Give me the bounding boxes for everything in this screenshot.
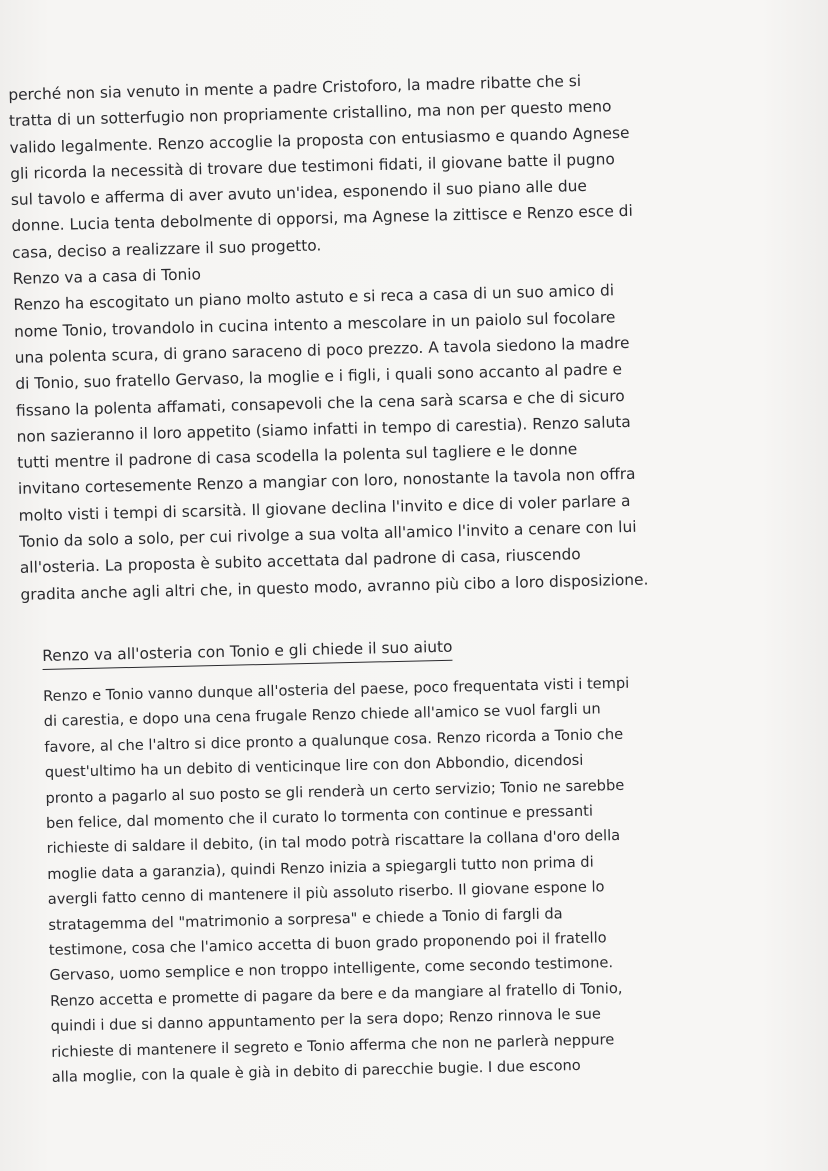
text-line: Renzo e Tonio vanno dunque all'osteria del paese, poco frequentata visti i tempi: [42, 674, 630, 705]
text-line: di Tonio, suo fratello Gervaso, la moglie e i figli, i quali sono accanto al padre e: [15, 360, 623, 394]
text-line: moglie data a garanzia), quindi Renzo inizia a spiegargli tutto non prima di: [47, 853, 594, 883]
text-line: stratagemma del "matrimonio a sorpresa" e chiede a Tonio di fargli da: [48, 904, 563, 934]
text-line: molto visti i tempi di scarsità. Il giovane declina l'invito e dice di voler parlare a: [18, 491, 631, 525]
text-line: Gervaso, uomo semplice e non troppo intelligente, come secondo testimone.: [49, 954, 614, 985]
text-line: Renzo accetta e promette di pagare da bere e da mangiare al fratello di Tonio,: [49, 979, 623, 1010]
text-block-lower: [42, 628, 768, 1091]
text-line: quindi i due si danno appuntamento per la sera dopo; Renzo rinnova le sue: [50, 1005, 602, 1036]
text-line: alla moglie, con la quale è già in debito di parecchie bugie. I due escono: [51, 1056, 581, 1086]
text-line: pronto a pagarlo al suo posto se gli renderà un certo servizio; Tonio ne sarebbe: [45, 776, 625, 807]
text-line: di carestia, e dopo una cena frugale Renzo chiede all'amico se vuol fargli un: [43, 700, 601, 731]
text-line: Tonio da solo a solo, per cui rivolge a sua volta all'amico l'invito a cenare con lui: [19, 517, 637, 551]
text-line: nome Tonio, trovandolo in cucina intento a mescolare in un paiolo sul focolare: [13, 307, 616, 341]
text-line: fissano la polenta affamati, consapevoli che la cena sarà scarsa e che di sicuro: [15, 386, 625, 420]
text-line: valido legalmente. Renzo accoglie la proposta con entusiasmo e quando Agnese: [9, 123, 630, 157]
text-line: casa, deciso a realizzare il suo progetto.: [11, 236, 322, 262]
section-heading-underlined: Renzo va all'osteria con Tonio e gli chiede il suo aiuto: [42, 635, 453, 670]
text-line: non sazieranno il loro appetito (siamo infatti in tempo di carestia). Renzo saluta: [16, 412, 631, 446]
text-line: Renzo ha escogitato un piano molto astuto e si reca a casa di un suo amico di: [13, 281, 615, 315]
text-line: tratta di un sotterfugio non propriamente cristallino, ma non per questo meno: [8, 97, 612, 131]
text-line: perché non sia venuto in mente a padre Cristoforo, la madre ribatte che si: [8, 72, 582, 104]
text-line: gli ricorda la necessità di trovare due testimoni fidati, il giovane batte il pugno: [10, 150, 615, 183]
text-line: quest'ultimo ha un debito di venticinque lire con don Abbondio, dicendosi: [44, 751, 584, 782]
text-line: donne. Lucia tenta debolmente di opporsi, ma Agnese la zittisce e Renzo esce di: [11, 202, 633, 236]
text-block-upper: [8, 64, 763, 608]
text-line: tutti mentre il padrone di casa scodella la polenta sul tagliere e le donne: [17, 440, 578, 473]
text-line: sul tavolo e afferma di aver avuto un'idea, esponendo il suo piano alle due: [10, 177, 588, 210]
section-heading: Renzo va a casa di Tonio: [12, 265, 202, 289]
text-line: richieste di mantenere il segreto e Tonio afferma che non ne parlerà neppure: [51, 1030, 615, 1061]
text-line: ben felice, dal momento che il curato lo tormenta con continue e pressanti: [45, 802, 594, 832]
text-line: una polenta scura, di grano saraceno di poco prezzo. A tavola siedono la madre: [14, 333, 630, 367]
text-line: richieste di saldare il debito, (in tal modo potrà riscattare la collana d'oro della: [46, 827, 621, 858]
text-line: all'osteria. La proposta è subito accettata dal padrone di casa, riuscendo: [19, 545, 581, 578]
text-line: favore, al che l'altro si dice pronto a qualunque cosa. Renzo ricorda a Tonio che: [44, 725, 624, 756]
text-line: gradita anche agli altri che, in questo modo, avranno più cibo a loro disposizione.: [20, 570, 649, 604]
text-line: avergli fatto cenno di mantenere il più assoluto riserbo. Il giovane espone lo: [47, 878, 605, 909]
text-line: invitano cortesemente Renzo a mangiar con loro, nonostante la tavola non offra: [17, 465, 636, 499]
text-line: testimone, cosa che l'amico accetta di buon grado proponendo poi il fratello: [48, 929, 607, 959]
